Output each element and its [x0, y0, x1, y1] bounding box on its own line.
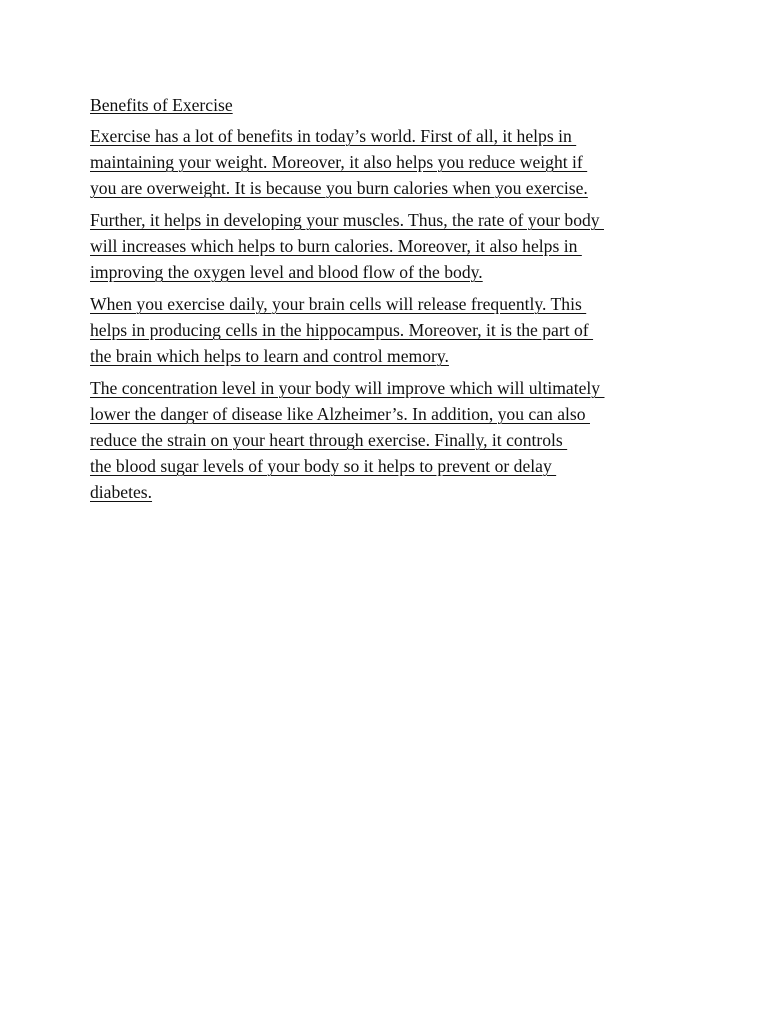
paragraph-line: the brain which helps to learn and control memory.: [90, 346, 449, 366]
paragraph-line: maintaining your weight. Moreover, it also helps you reduce weight if: [90, 152, 588, 172]
paragraph-line: When you exercise daily, your brain cells will release frequently. This: [90, 294, 587, 314]
paragraph-2: [90, 207, 690, 285]
paragraph-line: will increases which helps to burn calories. Moreover, it also helps in: [90, 236, 582, 256]
paragraph-line: lower the danger of disease like Alzheimer’s. In addition, you can also: [90, 404, 590, 424]
paragraph-line: reduce the strain on your heart through exercise. Finally, it controls: [90, 430, 568, 450]
paragraph-line: the blood sugar levels of your body so it helps to prevent or delay: [90, 456, 557, 476]
paragraph-line: The concentration level in your body will improve which will ultimately: [90, 378, 605, 398]
paragraph-line: Exercise has a lot of benefits in today’s world. First of all, it helps in: [90, 126, 577, 146]
paragraph-line: helps in producing cells in the hippocampus. Moreover, it is the part of: [90, 320, 594, 340]
paragraph-line: you are overweight. It is because you burn calories when you exercise.: [90, 178, 588, 198]
paragraph-1: [90, 123, 690, 201]
paragraph-line: improving the oxygen level and blood flow of the body.: [90, 262, 483, 282]
paragraph-3: [90, 291, 690, 369]
paragraph-4: [90, 375, 690, 505]
document-body: [90, 93, 690, 511]
paragraph-line: Further, it helps in developing your muscles. Thus, the rate of your body: [90, 210, 604, 230]
document-title: Benefits of Exercise: [90, 95, 233, 115]
paragraph-line: diabetes.: [90, 482, 153, 502]
